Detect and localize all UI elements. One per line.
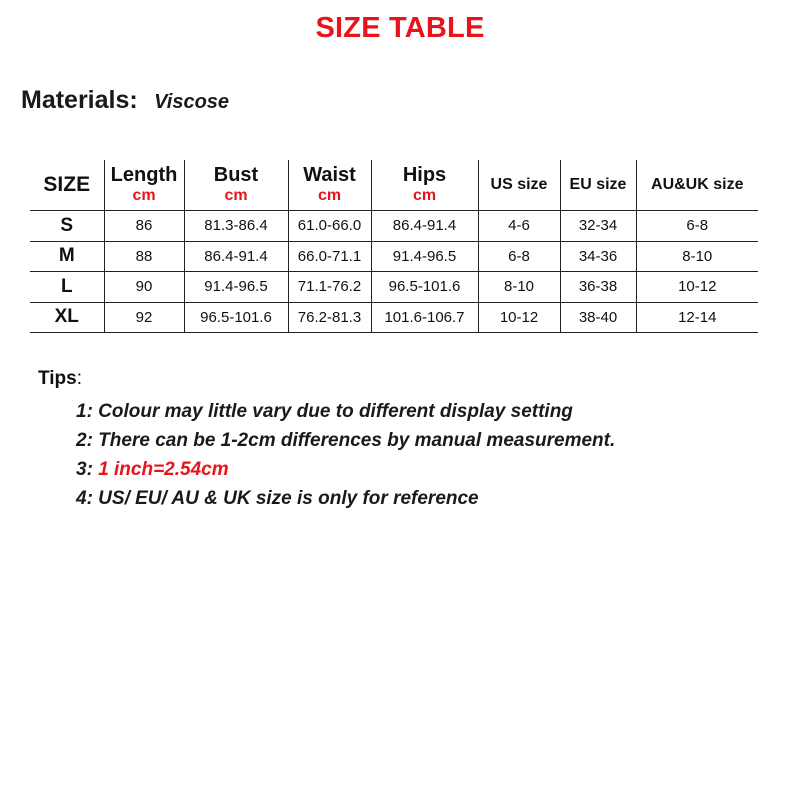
table-row [30, 272, 758, 303]
cell-bust: 86.4-91.4 [184, 241, 288, 272]
header-waist [288, 160, 371, 211]
tip-item-2: 2: There can be 1-2cm differences by manual measurement. [76, 430, 616, 451]
materials-line [21, 86, 229, 115]
header-length-unit: cm [132, 187, 156, 204]
header-auuk-size: AU&UK size [636, 160, 758, 211]
header-bust-label: Bust [213, 164, 259, 186]
cell-bust: 96.5-101.6 [184, 302, 288, 333]
table-row [30, 302, 758, 333]
cell-auuk: 8-10 [636, 241, 758, 272]
header-hips [371, 160, 478, 211]
cell-hips: 86.4-91.4 [371, 211, 478, 242]
cell-us: 4-6 [478, 211, 560, 242]
cell-auuk: 12-14 [636, 302, 758, 333]
cell-waist: 76.2-81.3 [288, 302, 371, 333]
cell-waist: 61.0-66.0 [288, 211, 371, 242]
table-header-row [30, 160, 758, 211]
cell-size: M [30, 241, 104, 272]
page-title: SIZE TABLE [315, 12, 485, 44]
header-hips-label: Hips [402, 164, 447, 186]
header-hips-unit: cm [412, 187, 437, 204]
materials-label: Materials: [21, 86, 138, 114]
tip-item-3-prefix: 3: [76, 459, 99, 480]
tips-heading [38, 368, 82, 390]
cell-bust: 91.4-96.5 [184, 272, 288, 303]
cell-bust: 81.3-86.4 [184, 211, 288, 242]
materials-value: Viscose [154, 91, 230, 113]
table-row [30, 241, 758, 272]
cell-eu: 36-38 [560, 272, 636, 303]
cell-us: 10-12 [478, 302, 560, 333]
tips-list [76, 397, 615, 513]
header-size: SIZE [30, 160, 104, 211]
tip-item-1: 1: Colour may little vary due to different display setting [76, 401, 573, 422]
cell-hips: 96.5-101.6 [371, 272, 478, 303]
cell-us: 6-8 [478, 241, 560, 272]
header-bust-unit: cm [224, 187, 248, 204]
cell-waist: 66.0-71.1 [288, 241, 371, 272]
cell-size: XL [30, 302, 104, 333]
cell-auuk: 6-8 [636, 211, 758, 242]
header-length [104, 160, 184, 211]
table-row [30, 211, 758, 242]
tips-colon: : [76, 368, 82, 389]
cell-size: L [30, 272, 104, 303]
cell-length: 88 [104, 241, 184, 272]
header-length-label: Length [110, 164, 178, 186]
cell-us: 8-10 [478, 272, 560, 303]
header-waist-unit: cm [317, 187, 342, 204]
cell-eu: 32-34 [560, 211, 636, 242]
cell-hips: 91.4-96.5 [371, 241, 478, 272]
cell-eu: 34-36 [560, 241, 636, 272]
size-table [30, 160, 758, 333]
tip-item-3 [76, 455, 615, 484]
header-eu-size: EU size [560, 160, 636, 211]
cell-length: 92 [104, 302, 184, 333]
cell-auuk: 10-12 [636, 272, 758, 303]
cell-length: 90 [104, 272, 184, 303]
header-waist-label: Waist [303, 164, 356, 186]
tip-item-4: 4: US/ EU/ AU & UK size is only for reference [76, 488, 479, 509]
tip-item-3-text: 1 inch=2.54cm [98, 459, 229, 480]
cell-length: 86 [104, 211, 184, 242]
header-us-size: US size [478, 160, 560, 211]
tips-label: Tips [38, 368, 77, 389]
header-bust [184, 160, 288, 211]
cell-hips: 101.6-106.7 [371, 302, 478, 333]
cell-eu: 38-40 [560, 302, 636, 333]
cell-waist: 71.1-76.2 [288, 272, 371, 303]
cell-size: S [30, 211, 104, 242]
